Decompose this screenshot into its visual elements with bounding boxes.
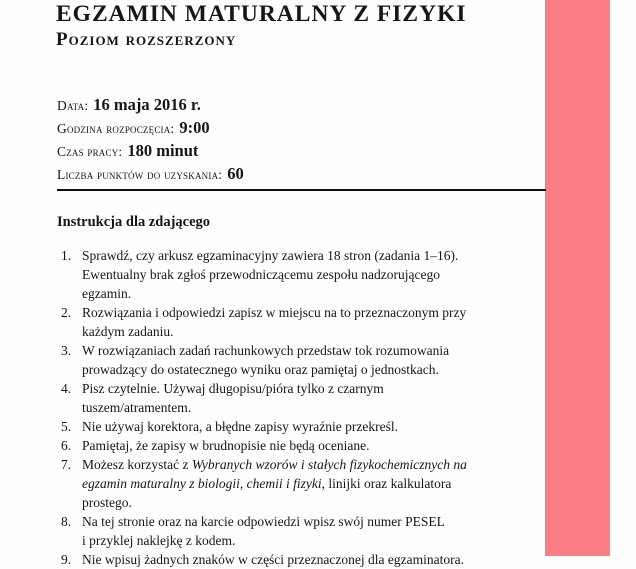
info-row-date [57, 93, 244, 116]
start-time-value: 9:00 [179, 118, 210, 137]
instructions-heading: Instrukcja dla zdającego [57, 214, 211, 230]
item-number: 2. [61, 305, 72, 320]
item-number: 6. [61, 438, 72, 453]
instruction-item [61, 436, 541, 455]
max-points-label: Liczba punktów do uzyskania: [57, 167, 223, 182]
instruction-item [61, 550, 541, 569]
info-row-start-time [57, 116, 244, 139]
item-text: Na tej stronie oraz na karcie odpowiedzi wpisz swój numer PESEL i przyklej naklejkę z kodem. [82, 514, 445, 548]
page-title: EGZAMIN MATURALNY Z FIZYKI [56, 1, 467, 27]
accent-stripe [545, 0, 610, 556]
item-number: 1. [61, 248, 72, 263]
max-points-value: 60 [227, 164, 244, 183]
instruction-item [61, 246, 541, 303]
instructions-list [61, 246, 541, 569]
item-number: 9. [61, 552, 72, 567]
instruction-item [61, 512, 541, 550]
instruction-item [61, 303, 541, 341]
item-text: Rozwiązania i odpowiedzi zapisz w miejscu na to przeznaczonym przy każdym zadaniu. [82, 305, 467, 339]
item-text: Możesz korzystać z Wybranych wzorów i stałych fizykochemicznych na egzamin maturalny z biologii, chemii i fizyki, linijki oraz kalkulatora prostego. [82, 457, 467, 510]
item-number: 3. [61, 343, 72, 358]
info-row-max-points [57, 162, 244, 185]
instruction-item [61, 379, 541, 417]
title-block [56, 1, 467, 51]
divider-rule [57, 189, 546, 191]
instruction-item [61, 417, 541, 436]
item-text: Pamiętaj, że zapisy w brudnopisie nie będą oceniane. [82, 438, 370, 453]
date-label: Data: [57, 98, 89, 113]
page-subtitle: Poziom rozszerzony [56, 29, 237, 50]
date-value: 16 maja 2016 r. [93, 95, 201, 114]
item-number: 8. [61, 514, 72, 529]
item-text: Nie używaj korektora, a błędne zapisy wyraźnie przekreśl. [82, 419, 398, 434]
instruction-item [61, 341, 541, 379]
item-number: 5. [61, 419, 72, 434]
item-text: W rozwiązaniach zadań rachunkowych przedstaw tok rozumowania prowadzący do ostatecznego wyniku oraz pamiętaj o jednostkach. [82, 343, 450, 377]
duration-value: 180 minut [127, 141, 199, 160]
item-text: Sprawdź, czy arkusz egzaminacyjny zawiera 18 stron (zadania 1–16). Ewentualny brak zgłoś przewodniczącemu zespołu nadzorującego egzamin. [82, 248, 459, 301]
item-text: Pisz czytelnie. Używaj długopisu/pióra tylko z czarnym tuszem/atramentem. [82, 381, 384, 415]
instruction-item [61, 455, 541, 512]
info-row-duration [57, 139, 244, 162]
start-time-label: Godzina rozpoczęcia: [57, 121, 175, 136]
item-text: Nie wpisuj żadnych znaków w części przeznaczonej dla egzaminatora. [82, 552, 464, 567]
item-number: 7. [61, 457, 72, 472]
item-number: 4. [61, 381, 72, 396]
duration-label: Czas pracy: [57, 144, 123, 159]
exam-info-block [57, 93, 244, 185]
